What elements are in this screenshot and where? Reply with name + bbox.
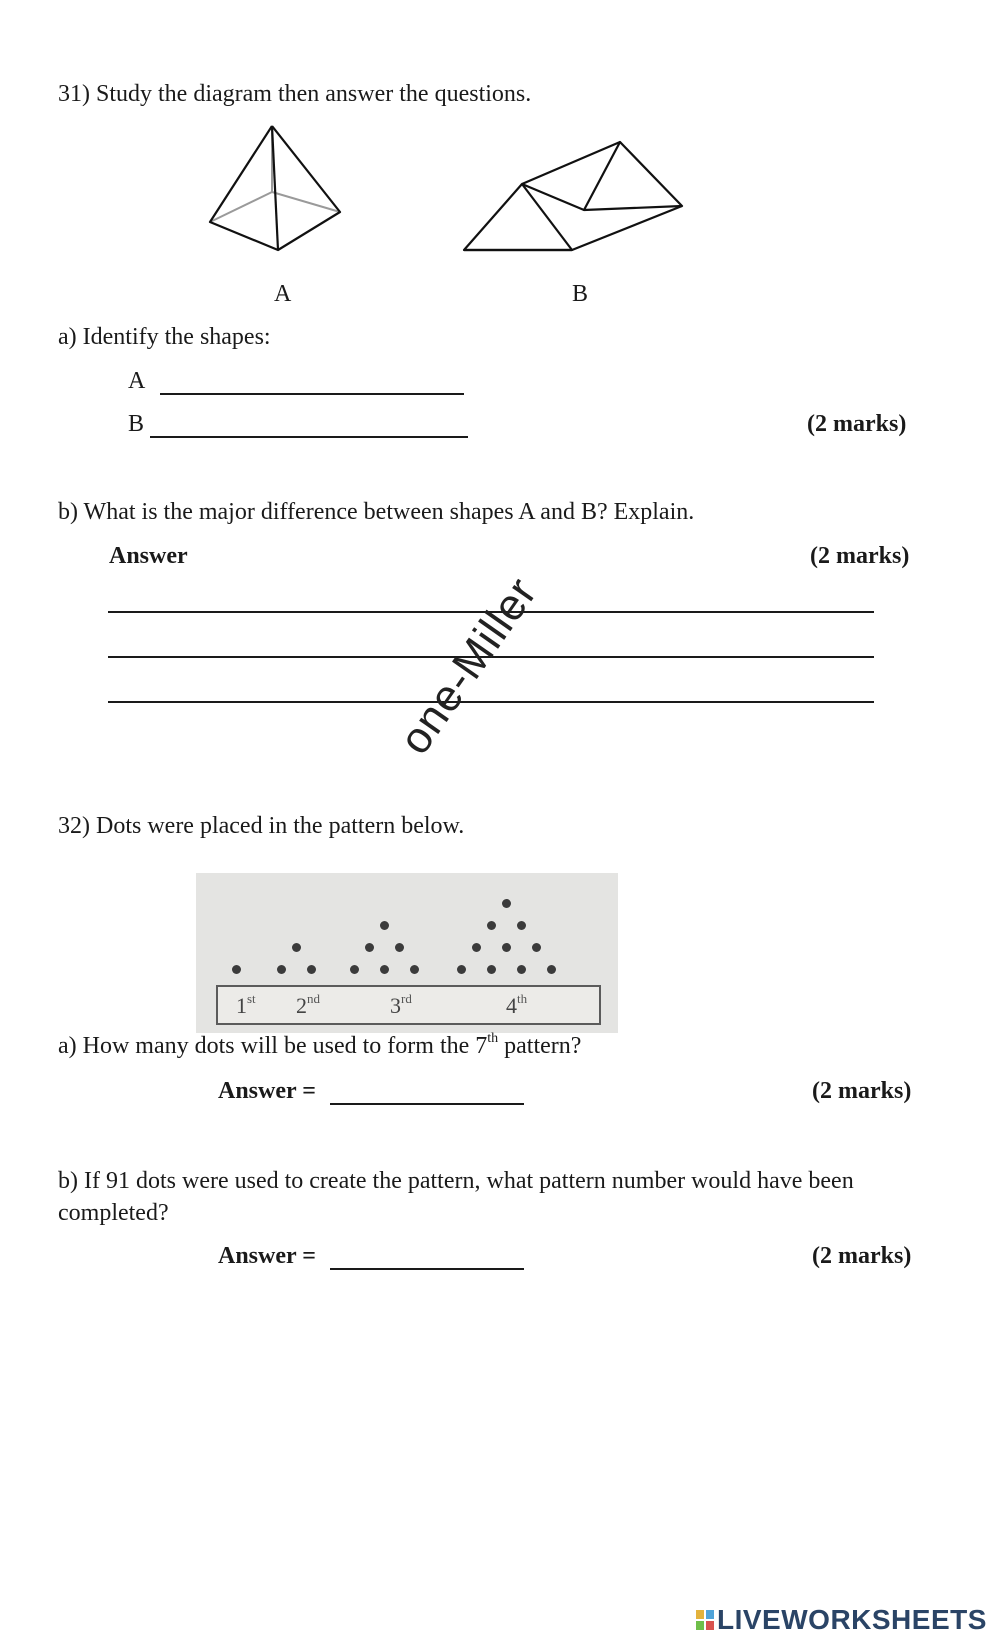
q32b-marks: (2 marks) xyxy=(812,1243,912,1269)
q31a-item-a-label: A xyxy=(128,368,146,394)
pattern-4-dot xyxy=(532,943,541,952)
liveworksheets-logo-icon xyxy=(695,1608,715,1632)
triangular-prism-figure xyxy=(460,136,700,256)
pattern-3-dot xyxy=(410,965,419,974)
q31-title: 31) Study the diagram then answer the questions. xyxy=(58,81,532,107)
q31a-answer-b-line[interactable] xyxy=(150,436,468,438)
pattern-4-dot xyxy=(502,943,511,952)
pattern-4-dot xyxy=(487,921,496,930)
q32b-question-line-2: completed? xyxy=(58,1200,169,1226)
brand-text: LIVEWORKSHEETS xyxy=(717,1604,987,1635)
pattern-label-1: 1st xyxy=(236,990,256,1018)
pattern-3-dot xyxy=(365,943,374,952)
q31b-answer-label: Answer xyxy=(109,543,188,569)
q32a-answer-line[interactable] xyxy=(330,1103,524,1105)
q31a-answer-a-line[interactable] xyxy=(160,393,464,395)
pattern-label-4: 4th xyxy=(506,990,528,1018)
pattern-4-dot xyxy=(457,965,466,974)
watermark-text: one-Miller xyxy=(390,568,547,764)
q32b-question-line-1: b) If 91 dots were used to create the pattern, what pattern number would have been xyxy=(58,1168,854,1194)
q31a-marks: (2 marks) xyxy=(807,411,907,437)
q32-title: 32) Dots were placed in the pattern below. xyxy=(58,813,465,839)
q32b-answer-label: Answer = xyxy=(218,1243,316,1269)
q31b-marks: (2 marks) xyxy=(810,543,910,569)
pattern-2-dot xyxy=(307,965,316,974)
pyramid-visible-edges xyxy=(210,126,340,250)
shape-b-label: B xyxy=(572,281,589,307)
dot-pattern-figure xyxy=(196,873,618,1033)
liveworksheets-brand[interactable] xyxy=(695,1604,987,1636)
pattern-3-dot xyxy=(380,965,389,974)
pattern-4-dot xyxy=(472,943,481,952)
q32a-marks: (2 marks) xyxy=(812,1078,912,1104)
pyramid-figure xyxy=(190,118,350,258)
q31b-answer-line-3[interactable] xyxy=(108,701,874,703)
pattern-4-dot xyxy=(547,965,556,974)
pattern-2-dot xyxy=(292,943,301,952)
q31a-item-b-label: B xyxy=(128,411,145,437)
q32a-question: a) How many dots will be used to form the 7th pattern? xyxy=(58,1031,582,1059)
pattern-3-dot xyxy=(395,943,404,952)
pattern-4-dot xyxy=(517,965,526,974)
q32b-answer-line[interactable] xyxy=(330,1268,524,1270)
shape-a-label: A xyxy=(274,281,292,307)
q31b-question: b) What is the major difference between shapes A and B? Explain. xyxy=(58,499,695,525)
pattern-label-2: 2nd xyxy=(296,990,320,1018)
q31a-question: a) Identify the shapes: xyxy=(58,324,271,350)
pattern-2-dot xyxy=(277,965,286,974)
pattern-4-dot xyxy=(487,965,496,974)
pattern-4-dot xyxy=(502,899,511,908)
pattern-4-dot xyxy=(517,921,526,930)
pattern-3-dot xyxy=(350,965,359,974)
q32a-answer-label: Answer = xyxy=(218,1078,316,1104)
pattern-1-dot xyxy=(232,965,241,974)
pattern-3-dot xyxy=(380,921,389,930)
pattern-label-box xyxy=(216,985,601,1025)
pattern-label-3: 3rd xyxy=(390,990,412,1018)
